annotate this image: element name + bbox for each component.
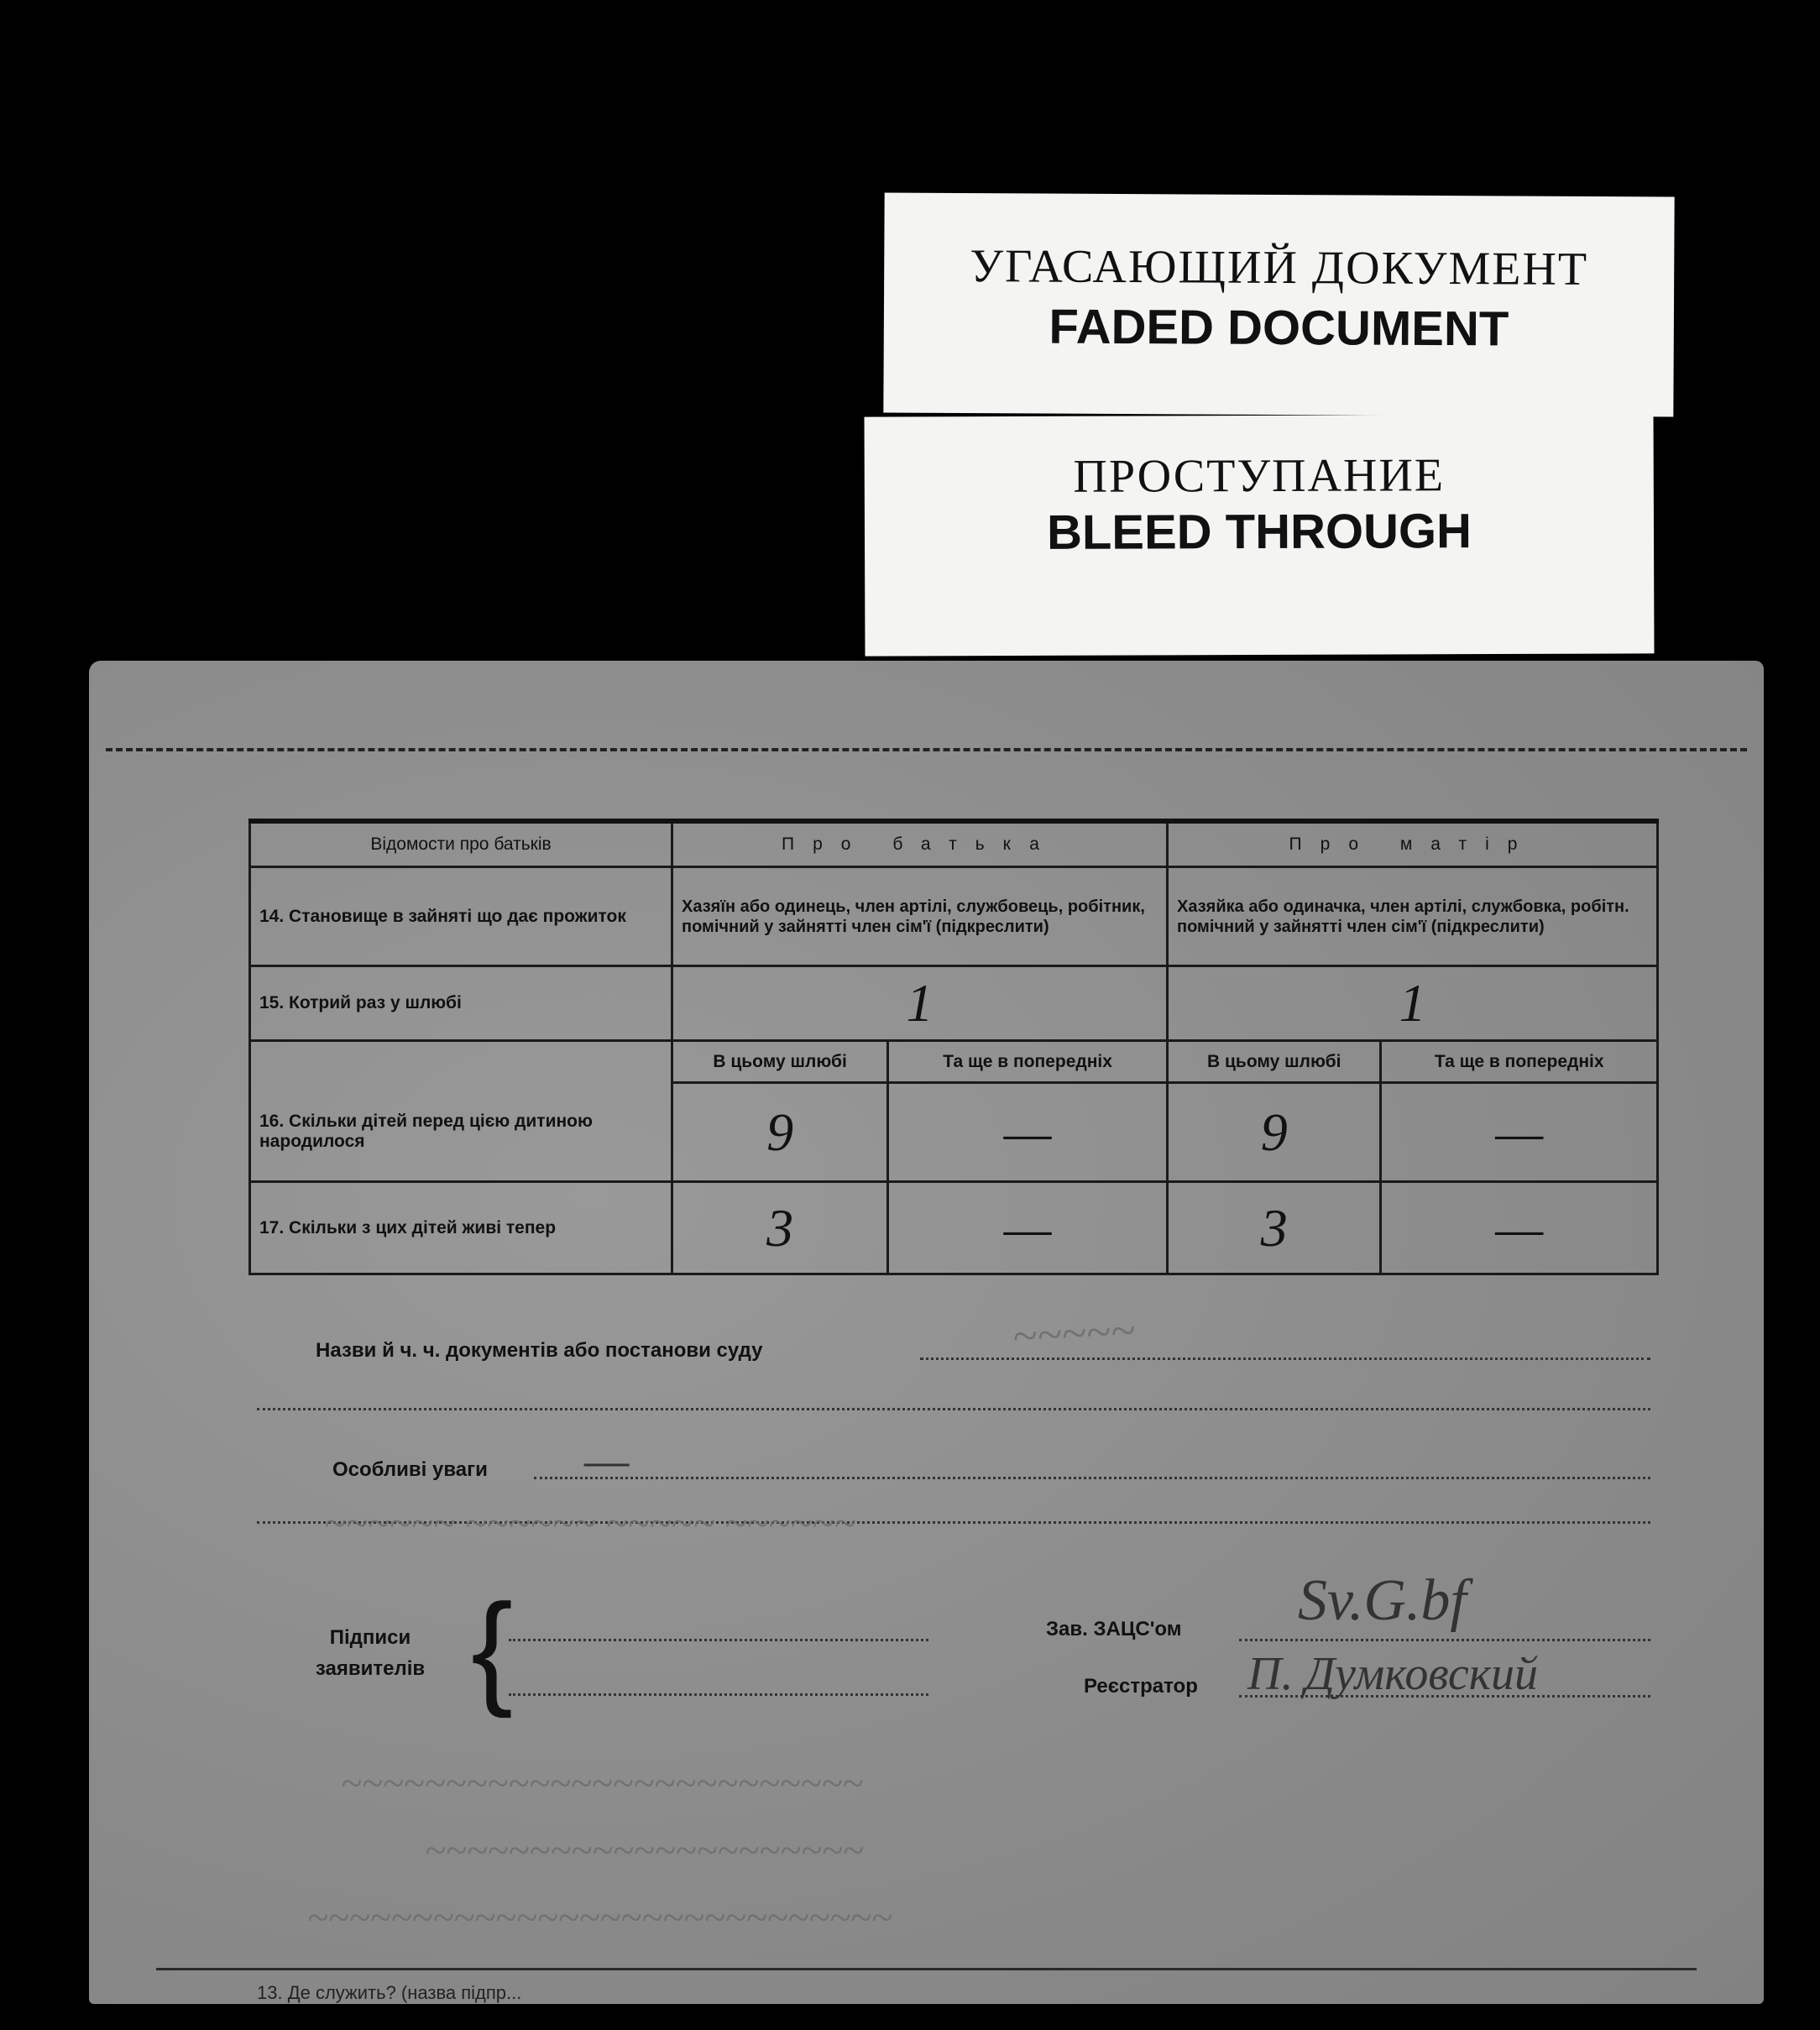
sub-father-this: В цьому шлюбі <box>672 1041 888 1083</box>
bleed-label-en: BLEED THROUGH <box>1046 504 1472 560</box>
faded-label-en: FADED DOCUMENT <box>1049 299 1509 357</box>
q17-mother-prev: — <box>1381 1182 1658 1274</box>
table-header-row <box>250 821 1658 867</box>
q15-father-value: 1 <box>672 966 1168 1041</box>
faded-label-ru: УГАСАЮЩИЙ ДОКУМЕНТ <box>970 240 1589 296</box>
signature-line-1 <box>509 1639 928 1641</box>
header-mother: Про матір <box>1168 821 1658 867</box>
q16-father-prev: — <box>888 1083 1168 1182</box>
document-page <box>89 661 1764 2004</box>
bottom-cut-text: 13. Де служить? (назва підпр... <box>257 1982 522 2003</box>
q16-label: 16. Скільки дітей перед цією дитиною народилося <box>250 1083 672 1182</box>
q17-mother-this: 3 <box>1168 1182 1381 1274</box>
remarks-label: Особливі уваги <box>332 1458 488 1481</box>
sub-father-prev: Та ще в попередніх <box>888 1041 1168 1083</box>
subheader-blank <box>250 1041 672 1083</box>
zags-head-line <box>1239 1639 1650 1641</box>
signatures-brace: { <box>471 1577 514 1719</box>
bottom-fold-line <box>156 1968 1697 1970</box>
sub-mother-this: В цьому шлюбі <box>1168 1041 1381 1083</box>
parents-table <box>248 819 1659 1275</box>
bleed-handwriting-4: ~~~~~~~~~~~~~~~~~~~~~ <box>425 1829 864 1871</box>
row-15 <box>250 966 1658 1041</box>
q17-father-this: 3 <box>672 1182 888 1274</box>
sub-mother-prev: Та ще в попередніх <box>1381 1041 1658 1083</box>
documents-dotline-2 <box>257 1408 1650 1410</box>
remarks-value: — <box>584 1432 630 1488</box>
perforation-line <box>106 748 1747 751</box>
row-16 <box>250 1083 1658 1182</box>
q14-mother: Хазяйка або одиначка, член артілі, службовка, робітн. помічний у зайнятті член сім'ї (підкреслити) <box>1168 867 1658 966</box>
row-subheader <box>250 1041 1658 1083</box>
q17-label: 17. Скільки з цих дітей живі тепер <box>250 1182 672 1274</box>
registrar-signature: П. Думковский <box>1247 1648 1538 1700</box>
q15-label: 15. Котрий раз у шлюбі <box>250 966 672 1041</box>
q16-mother-this: 9 <box>1168 1083 1381 1182</box>
bleed-label-ru: ПРОСТУПАНИЕ <box>1073 449 1446 503</box>
bleed-through-label <box>865 414 1655 656</box>
q14-father: Хазяїн або одинець, член артілі, службовець, робітник, помічний у зайнятті член сім'ї (підкреслити) <box>672 867 1168 966</box>
q14-label: 14. Становище в зайняті що дає прожиток <box>250 867 672 966</box>
q17-father-prev: — <box>888 1182 1168 1274</box>
registrar-label: Реєстратор <box>1084 1675 1198 1698</box>
header-father: Про батька <box>672 821 1168 867</box>
faded-document-label <box>883 193 1674 417</box>
q16-mother-prev: — <box>1381 1083 1658 1182</box>
row-17 <box>250 1182 1658 1274</box>
bleed-handwriting-3: ~~~~~~~~~~~~~~~~~~~~~~~~~ <box>341 1761 864 1804</box>
signature-line-2 <box>509 1693 928 1696</box>
zags-head-label: Зав. ЗАЦС'ом <box>1046 1618 1182 1640</box>
header-parents-info: Відомости про батьків <box>250 821 672 867</box>
q16-father-this: 9 <box>672 1083 888 1182</box>
zags-head-signature: Sv.G.bf <box>1298 1568 1467 1633</box>
documents-label: Назви й ч. ч. документів або постанови суду <box>316 1339 763 1362</box>
parents-info-form <box>248 819 1659 1275</box>
remarks-dotline-1 <box>534 1477 1650 1479</box>
applicants-signatures-label: Підписи заявителів <box>315 1626 426 1681</box>
q15-mother-value: 1 <box>1168 966 1658 1041</box>
row-14 <box>250 867 1658 966</box>
bleed-handwriting-2: ~~~~~~ ~~~~~~ ~~~~~ ~~~~~~ <box>324 1501 856 1546</box>
bleed-handwriting-1: ~~~~~ <box>1011 1305 1137 1362</box>
bleed-handwriting-5: ~~~~~~~~~~~~~~~~~~~~~~~~~~~~ <box>307 1896 892 1938</box>
